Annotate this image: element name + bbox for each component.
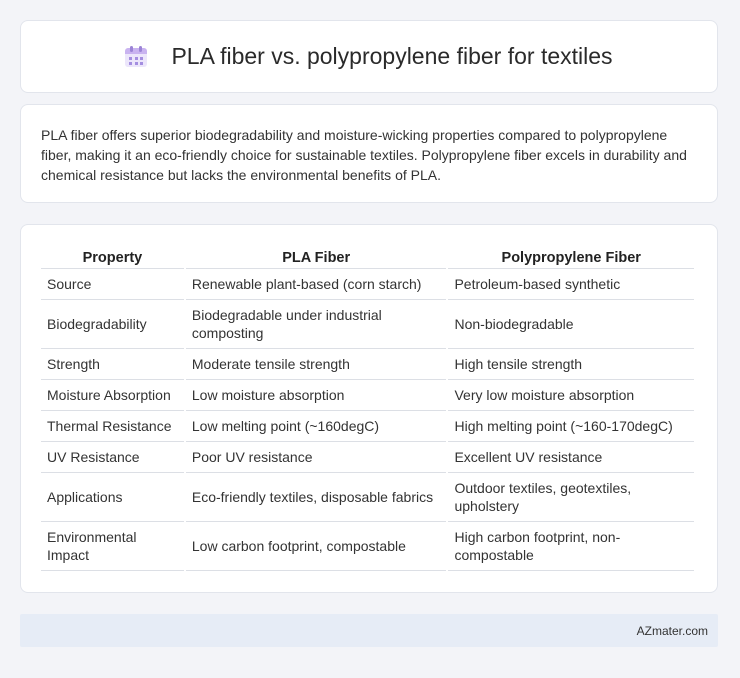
- cell-pla: Low carbon footprint, compostable: [186, 522, 447, 571]
- cell-polypropylene: Petroleum-based synthetic: [448, 269, 694, 300]
- cell-property: Thermal Resistance: [41, 411, 184, 442]
- cell-polypropylene: Outdoor textiles, geotextiles, upholstery: [448, 473, 694, 522]
- cell-property: Environmental Impact: [41, 522, 184, 571]
- column-header-polypropylene: Polypropylene Fiber: [448, 243, 694, 269]
- table-row: [41, 473, 694, 522]
- comparison-table: [39, 243, 696, 571]
- cell-pla: Moderate tensile strength: [186, 349, 447, 380]
- comparison-card: [20, 224, 718, 593]
- footer: [20, 614, 718, 647]
- table-header-row: [41, 243, 694, 269]
- table-row: [41, 380, 694, 411]
- cell-polypropylene: High melting point (~160-170degC): [448, 411, 694, 442]
- cell-pla: Poor UV resistance: [186, 442, 447, 473]
- table-row: [41, 269, 694, 300]
- cell-property: Source: [41, 269, 184, 300]
- column-header-pla: PLA Fiber: [186, 243, 447, 269]
- table-row: [41, 411, 694, 442]
- cell-polypropylene: Very low moisture absorption: [448, 380, 694, 411]
- cell-property: UV Resistance: [41, 442, 184, 473]
- table-row: [41, 300, 694, 349]
- cell-polypropylene: Non-biodegradable: [448, 300, 694, 349]
- cell-pla: Eco-friendly textiles, disposable fabrics: [186, 473, 447, 522]
- cell-pla: Biodegradable under industrial composting: [186, 300, 447, 349]
- column-header-property: Property: [41, 243, 184, 269]
- summary-card: [20, 104, 718, 203]
- cell-polypropylene: High carbon footprint, non-compostable: [448, 522, 694, 571]
- cell-property: Moisture Absorption: [41, 380, 184, 411]
- page-title: PLA fiber vs. polypropylene fiber for textiles: [171, 43, 613, 69]
- title-card: [20, 20, 718, 93]
- cell-pla: Renewable plant-based (corn starch): [186, 269, 447, 300]
- cell-property: Applications: [41, 473, 184, 522]
- cell-property: Biodegradability: [41, 300, 184, 349]
- cell-property: Strength: [41, 349, 184, 380]
- cell-pla: Low moisture absorption: [186, 380, 447, 411]
- cell-polypropylene: Excellent UV resistance: [448, 442, 694, 473]
- summary-text: PLA fiber offers superior biodegradability and moisture-wicking properties compared to polypropylene fiber, making it an eco-friendly choice for sustainable textiles. Polypropylene fiber excels in durability and chemical resistance but lacks the environmental benefits of PLA.: [41, 127, 687, 183]
- table-row: [41, 522, 694, 571]
- calendar-icon: [125, 46, 147, 68]
- footer-site-link[interactable]: AZmater.com: [636, 623, 708, 638]
- table-row: [41, 442, 694, 473]
- cell-polypropylene: High tensile strength: [448, 349, 694, 380]
- table-row: [41, 349, 694, 380]
- cell-pla: Low melting point (~160degC): [186, 411, 447, 442]
